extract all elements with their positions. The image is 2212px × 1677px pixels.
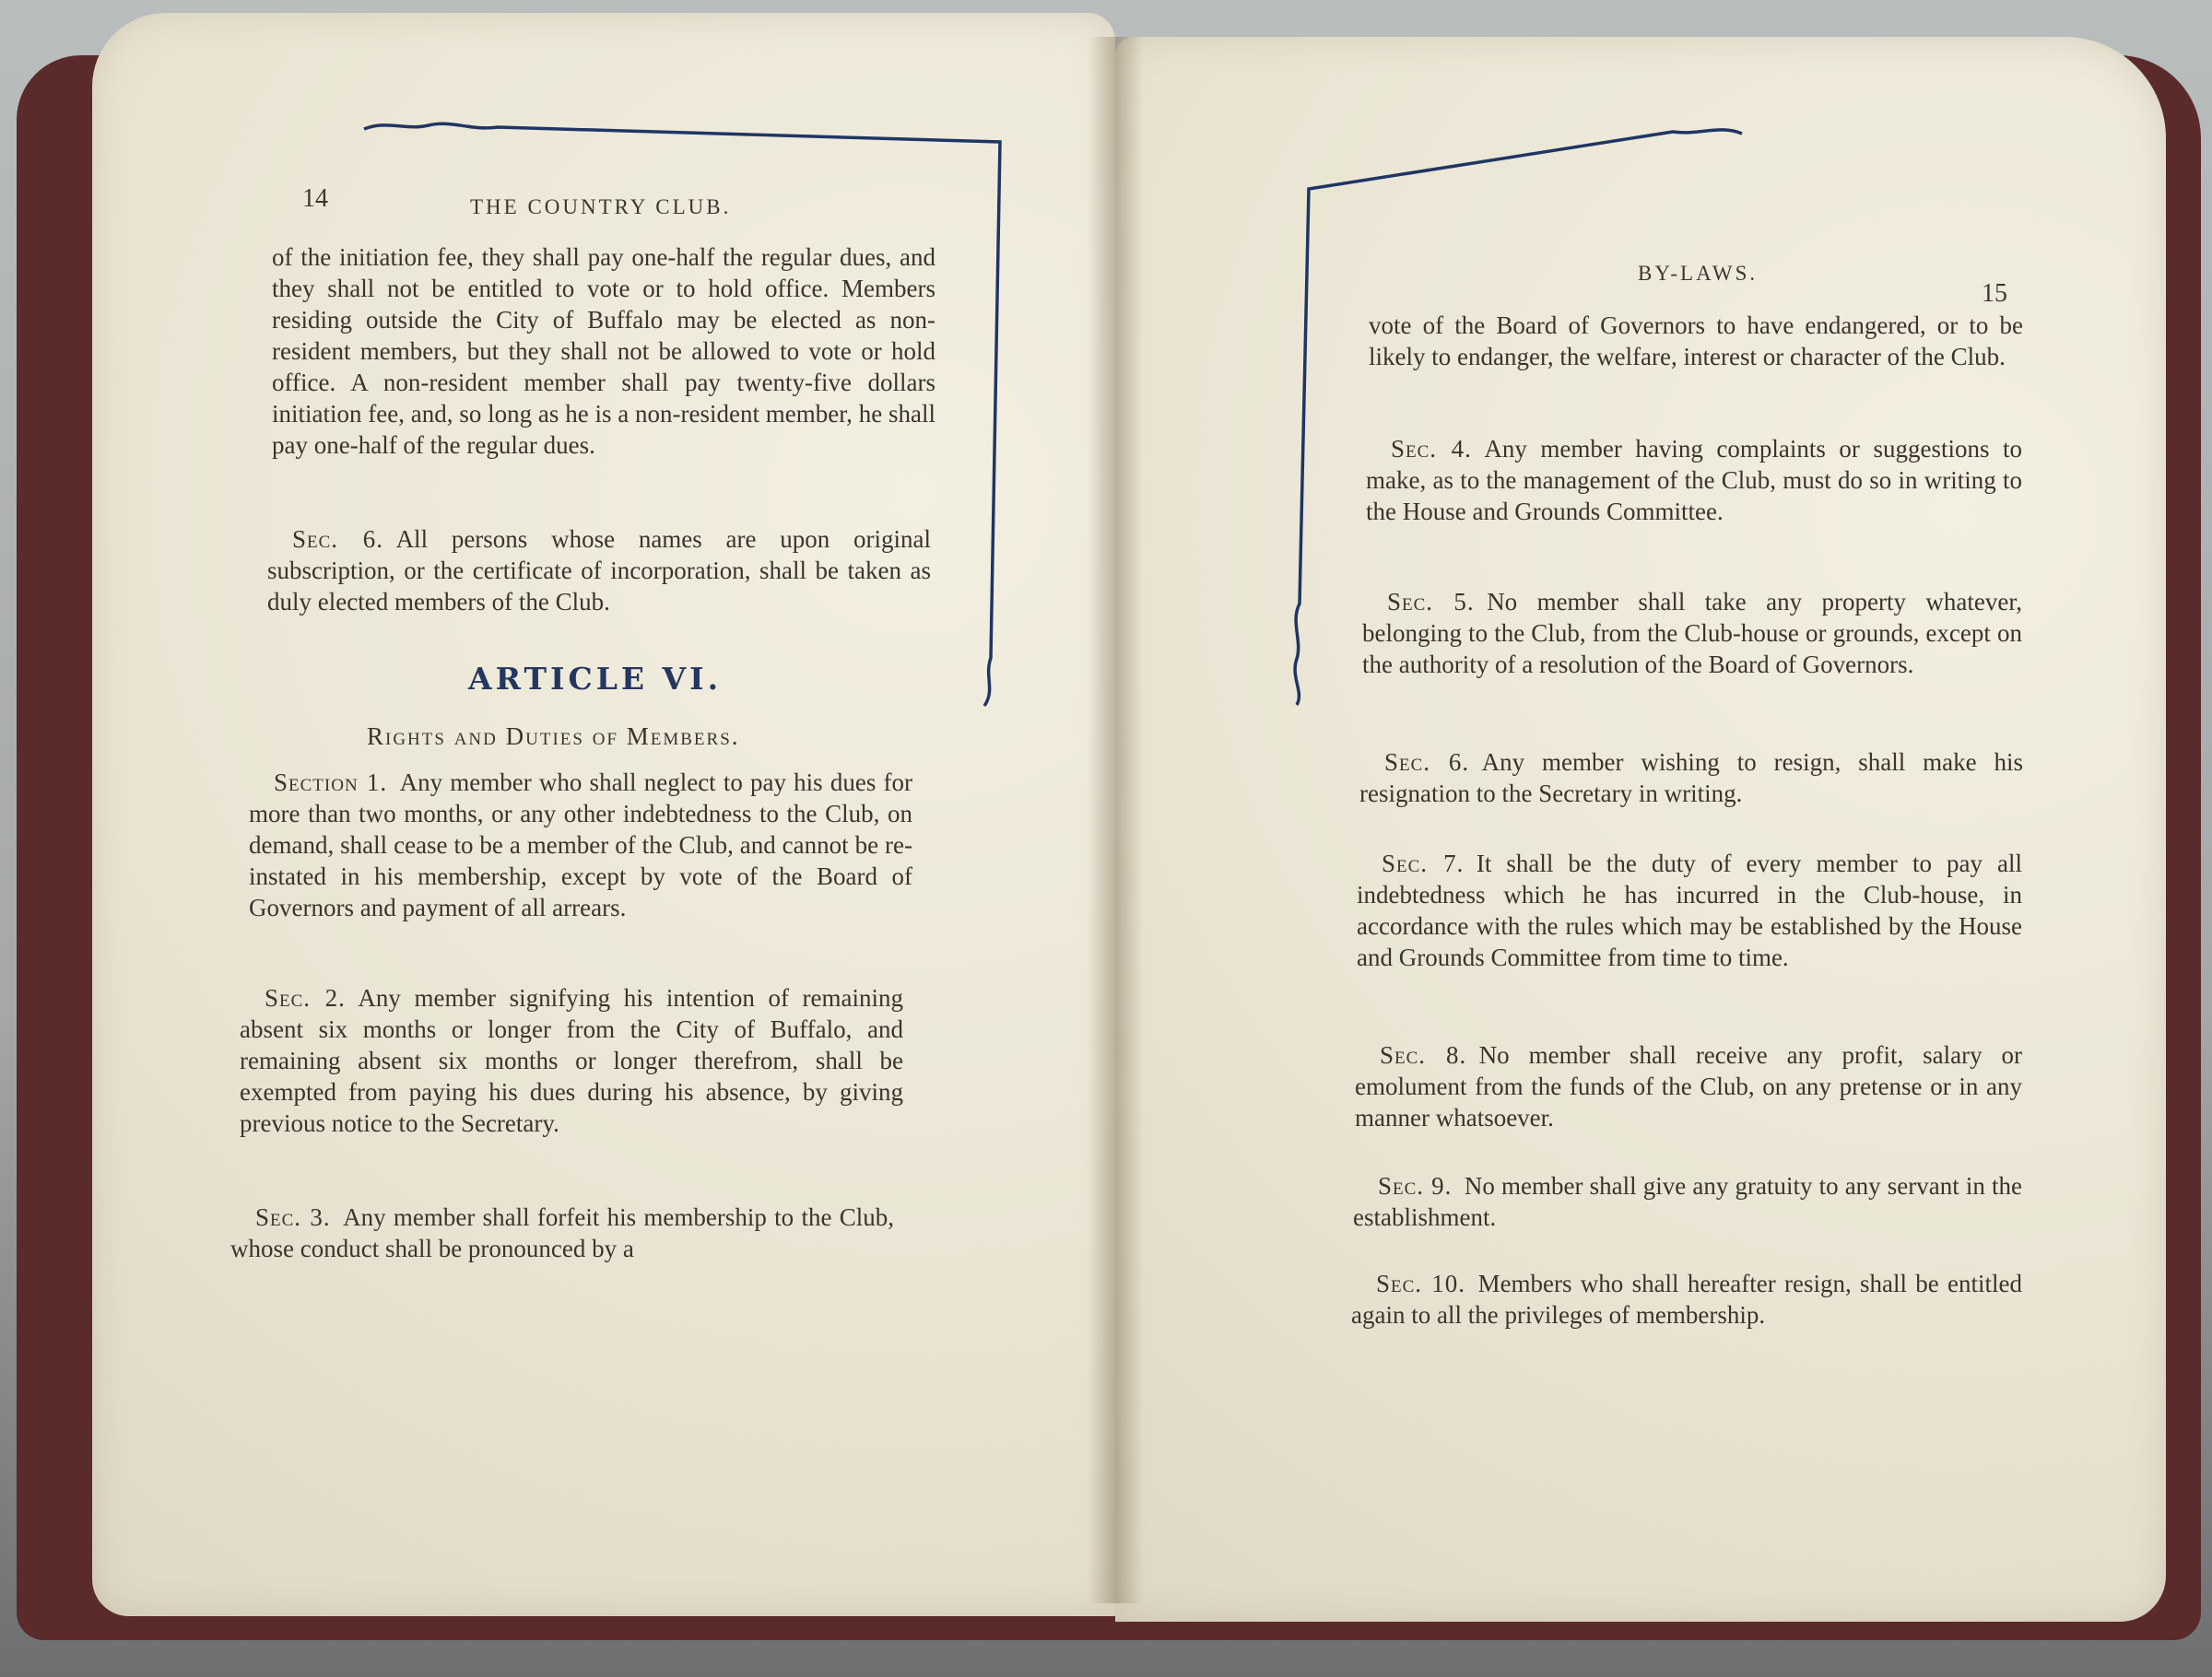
section-label: Section 1.: [274, 768, 388, 796]
section-text: All persons whose names are upon original subscription, or the certificate of incorporation, shall be taken as duly elected members of the Club.: [267, 525, 931, 616]
section-text: It shall be the duty of every member to pay all indebtedness which he has incurred in the Club-house, in accordance with the rules which may be established by the House and Grounds Committee from time to time.: [1357, 850, 2022, 971]
section-label: Sec. 3.: [255, 1203, 331, 1231]
section-7-paragraph: [1357, 848, 2022, 973]
paragraph-text: of the initiation fee, they shall pay one-half the regular dues, and they shall not be entitled to vote or to hold office. Members residing outside the City of Buffalo may be elected as non-resident members, but they shall not be allowed to vote or hold office. A non-resident member shall pay twenty-five dollars initiation fee, and, so long as he is a non-resident member, he shall pay one-half of the regular dues.: [272, 243, 935, 459]
section-8-paragraph: [1355, 1039, 2022, 1133]
section-label: Sec. 5.: [1387, 588, 1475, 616]
page-number: 14: [302, 184, 328, 213]
section-label: Sec. 9.: [1378, 1172, 1453, 1200]
section-text: No member shall receive any profit, salary or emolument from the funds of the Club, on any pretense or in any manner whatsoever.: [1355, 1041, 2022, 1132]
right-page-border-ornament: [1115, 37, 2166, 774]
section-label: Sec. 6.: [1384, 748, 1470, 776]
section-label: Sec. 2.: [265, 984, 346, 1012]
section-text: Any member signifying his intention of remaining absent six months or longer from the City of Buffalo, and remaining absent six months or longer therefrom, shall be exempted from paying his dues during his absence, by giving previous notice to the Secretary.: [240, 984, 904, 1137]
right-page: [1115, 37, 2166, 1622]
section-text: Members who shall hereafter resign, shall be entitled again to all the privileges of membership.: [1351, 1270, 2022, 1329]
section-label: Sec. 4.: [1391, 435, 1472, 463]
article-heading: ARTICLE VI.: [468, 661, 723, 697]
section-text: Any member having complaints or suggestions to make, as to the management of the Club, must do so in writing to the House and Grounds Committee.: [1366, 435, 2022, 525]
section-1-paragraph: [249, 767, 912, 923]
section-3-paragraph: [230, 1202, 894, 1264]
article-subheading: Rights and Duties of Members.: [367, 722, 740, 750]
section-text: Any member wishing to resign, shall make his resignation to the Secretary in writing.: [1359, 748, 2023, 807]
paragraph-text: vote of the Board of Governors to have endangered, or to be likely to endanger, the welfare, interest or character of the Club.: [1369, 311, 2023, 370]
running-head: THE COUNTRY CLUB.: [470, 195, 732, 218]
left-page-border-ornament: [92, 13, 1115, 750]
left-page: [92, 13, 1115, 1616]
section-label: Sec. 8.: [1380, 1041, 1467, 1069]
section-text: No member shall give any gratuity to any servant in the establishment.: [1353, 1172, 2023, 1231]
section-label: Sec. 10.: [1376, 1270, 1466, 1297]
section-text: No member shall take any property whatever, belonging to the Club, from the Club-house or grounds, except on the authority of a resolution of the Board of Governors.: [1362, 588, 2022, 678]
section-text: Any member shall forfeit his membership to the Club, whose conduct shall be pronounced by a: [230, 1203, 894, 1262]
section-label: Sec. 7.: [1382, 850, 1465, 877]
section-2-paragraph: [240, 982, 903, 1139]
running-head: BY-LAWS.: [1638, 262, 1759, 285]
section-9-paragraph: [1353, 1170, 2022, 1233]
section-10-paragraph: [1351, 1268, 2022, 1331]
section-text: Any member who shall neglect to pay his dues for more than two months, or any other indebtedness to the Club, on demand, shall cease to be a member of the Club, and cannot be re-instated in his membership, except by vote of the Board of Governors and payment of all arrears.: [249, 768, 912, 921]
page-number: 15: [1982, 279, 2007, 308]
book-gutter-shadow: [1088, 37, 1143, 1603]
section-label: Sec. 6.: [292, 525, 384, 553]
